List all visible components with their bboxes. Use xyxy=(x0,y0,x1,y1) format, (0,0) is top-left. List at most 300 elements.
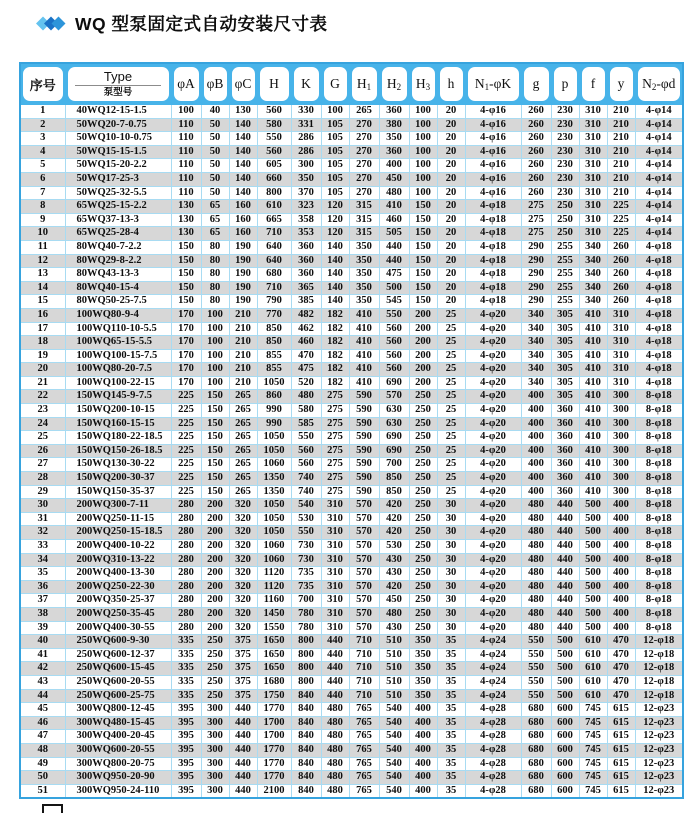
row-value: 100 xyxy=(201,322,229,336)
row-value: 100 xyxy=(409,118,437,132)
row-value: 800 xyxy=(291,662,321,676)
row-value: 35 xyxy=(437,662,465,676)
partial-figure-box xyxy=(42,804,63,813)
row-value: 530 xyxy=(291,512,321,526)
row-number: 47 xyxy=(20,730,65,744)
row-value: 310 xyxy=(579,105,607,119)
row-value: 280 xyxy=(171,607,201,621)
row-value: 8-φ18 xyxy=(635,431,683,445)
row-value: 170 xyxy=(171,336,201,350)
row-value: 610 xyxy=(579,662,607,676)
row-value: 840 xyxy=(291,703,321,717)
row-value: 160 xyxy=(229,227,257,241)
row-value: 20 xyxy=(437,227,465,241)
row-value: 360 xyxy=(291,268,321,282)
row-value: 340 xyxy=(579,254,607,268)
row-value: 50 xyxy=(201,145,229,159)
row-value: 225 xyxy=(171,485,201,499)
row-value: 700 xyxy=(379,458,409,472)
row-value: 410 xyxy=(579,404,607,418)
diamonds-icon xyxy=(36,16,66,31)
table-row xyxy=(20,526,683,540)
row-value: 600 xyxy=(551,771,579,785)
row-value: 310 xyxy=(579,145,607,159)
row-type: 250WQ600-20-55 xyxy=(65,675,171,689)
row-value: 265 xyxy=(229,417,257,431)
row-value: 400 xyxy=(607,553,635,567)
row-value: 320 xyxy=(229,607,257,621)
row-value: 4-φ20 xyxy=(465,417,521,431)
row-value: 500 xyxy=(551,689,579,703)
row-number: 50 xyxy=(20,771,65,785)
row-value: 4-φ18 xyxy=(635,308,683,322)
row-value: 150 xyxy=(171,281,201,295)
row-value: 182 xyxy=(321,349,349,363)
row-value: 4-φ28 xyxy=(465,703,521,717)
row-value: 745 xyxy=(579,716,607,730)
table-row xyxy=(20,254,683,268)
row-value: 440 xyxy=(321,689,349,703)
row-value: 480 xyxy=(521,594,551,608)
row-value: 765 xyxy=(349,784,379,798)
row-value: 20 xyxy=(437,105,465,119)
row-value: 140 xyxy=(229,145,257,159)
page-header xyxy=(36,11,328,36)
row-value: 4-φ18 xyxy=(465,268,521,282)
row-value: 840 xyxy=(291,730,321,744)
row-value: 8-φ18 xyxy=(635,621,683,635)
row-value: 550 xyxy=(291,431,321,445)
row-value: 315 xyxy=(349,200,379,214)
row-type: 300WQ950-24-110 xyxy=(65,784,171,798)
row-value: 12-φ23 xyxy=(635,730,683,744)
row-value: 665 xyxy=(257,213,291,227)
row-value: 400 xyxy=(607,540,635,554)
row-value: 745 xyxy=(579,730,607,744)
row-value: 20 xyxy=(437,254,465,268)
row-value: 765 xyxy=(349,730,379,744)
row-value: 4-φ14 xyxy=(635,105,683,119)
row-value: 1060 xyxy=(257,458,291,472)
row-value: 340 xyxy=(521,376,551,390)
row-value: 4-φ20 xyxy=(465,349,521,363)
row-type: 100WQ80-9-4 xyxy=(65,308,171,322)
row-value: 375 xyxy=(229,675,257,689)
row-value: 200 xyxy=(409,308,437,322)
row-value: 290 xyxy=(521,268,551,282)
row-value: 305 xyxy=(551,308,579,322)
row-value: 350 xyxy=(291,172,321,186)
row-type: 150WQ200-30-37 xyxy=(65,472,171,486)
row-value: 100 xyxy=(321,105,349,119)
row-type: 200WQ400-10-22 xyxy=(65,540,171,554)
row-value: 440 xyxy=(321,648,349,662)
row-value: 4-φ18 xyxy=(465,200,521,214)
row-value: 420 xyxy=(379,499,409,513)
row-value: 300 xyxy=(201,703,229,717)
row-value: 440 xyxy=(551,621,579,635)
row-value: 780 xyxy=(291,607,321,621)
row-value: 570 xyxy=(349,553,379,567)
row-value: 25 xyxy=(437,458,465,472)
row-value: 800 xyxy=(257,186,291,200)
row-value: 300 xyxy=(201,716,229,730)
row-value: 840 xyxy=(291,689,321,703)
row-value: 480 xyxy=(521,553,551,567)
row-value: 25 xyxy=(437,376,465,390)
row-number: 18 xyxy=(20,336,65,350)
row-value: 510 xyxy=(379,662,409,676)
row-value: 400 xyxy=(607,594,635,608)
row-value: 395 xyxy=(171,716,201,730)
row-value: 1700 xyxy=(257,730,291,744)
row-value: 50 xyxy=(201,172,229,186)
row-value: 500 xyxy=(579,540,607,554)
row-type: 150WQ180-22-18.5 xyxy=(65,431,171,445)
row-value: 210 xyxy=(607,172,635,186)
row-value: 160 xyxy=(229,213,257,227)
row-value: 340 xyxy=(579,281,607,295)
row-value: 105 xyxy=(321,118,349,132)
row-value: 100 xyxy=(409,172,437,186)
row-type: 150WQ145-9-7.5 xyxy=(65,390,171,404)
row-type: 50WQ20-7-0.75 xyxy=(65,118,171,132)
row-value: 4-φ24 xyxy=(465,635,521,649)
row-value: 310 xyxy=(579,172,607,186)
row-value: 690 xyxy=(379,444,409,458)
row-value: 400 xyxy=(521,444,551,458)
row-number: 35 xyxy=(20,567,65,581)
row-value: 400 xyxy=(521,404,551,418)
row-type: 50WQ10-10-0.75 xyxy=(65,132,171,146)
row-value: 600 xyxy=(551,757,579,771)
row-value: 385 xyxy=(291,295,321,309)
col-header-h-small: h xyxy=(437,63,465,105)
row-value: 765 xyxy=(349,716,379,730)
row-value: 300 xyxy=(201,757,229,771)
row-value: 12-φ18 xyxy=(635,648,683,662)
row-value: 510 xyxy=(379,635,409,649)
row-value: 615 xyxy=(607,730,635,744)
row-number: 40 xyxy=(20,635,65,649)
row-value: 150 xyxy=(409,200,437,214)
row-value: 1120 xyxy=(257,580,291,594)
row-value: 210 xyxy=(607,159,635,173)
row-value: 1350 xyxy=(257,485,291,499)
row-number: 46 xyxy=(20,716,65,730)
row-value: 500 xyxy=(579,553,607,567)
row-type: 200WQ250-22-30 xyxy=(65,580,171,594)
row-value: 480 xyxy=(321,743,349,757)
row-value: 500 xyxy=(551,648,579,662)
row-value: 395 xyxy=(171,771,201,785)
row-value: 20 xyxy=(437,281,465,295)
row-type: 300WQ400-20-45 xyxy=(65,730,171,744)
row-value: 840 xyxy=(291,716,321,730)
row-value: 4-φ20 xyxy=(465,512,521,526)
row-value: 410 xyxy=(349,363,379,377)
row-value: 410 xyxy=(579,485,607,499)
row-value: 8-φ18 xyxy=(635,472,683,486)
row-value: 1060 xyxy=(257,540,291,554)
row-value: 320 xyxy=(229,580,257,594)
row-value: 170 xyxy=(171,363,201,377)
row-value: 80 xyxy=(201,268,229,282)
row-value: 4-φ20 xyxy=(465,526,521,540)
row-value: 275 xyxy=(321,404,349,418)
row-value: 100 xyxy=(201,336,229,350)
row-value: 250 xyxy=(409,594,437,608)
row-value: 400 xyxy=(409,703,437,717)
row-number: 34 xyxy=(20,553,65,567)
row-type: 65WQ25-15-2.2 xyxy=(65,200,171,214)
row-value: 1450 xyxy=(257,607,291,621)
row-value: 735 xyxy=(291,580,321,594)
row-value: 395 xyxy=(171,703,201,717)
row-value: 250 xyxy=(409,472,437,486)
row-value: 440 xyxy=(229,716,257,730)
row-value: 680 xyxy=(521,703,551,717)
row-value: 190 xyxy=(229,295,257,309)
row-value: 780 xyxy=(291,621,321,635)
row-value: 310 xyxy=(607,376,635,390)
row-value: 110 xyxy=(171,172,201,186)
row-value: 590 xyxy=(349,458,379,472)
row-number: 21 xyxy=(20,376,65,390)
row-value: 560 xyxy=(257,105,291,119)
row-value: 200 xyxy=(409,363,437,377)
row-value: 100 xyxy=(409,132,437,146)
row-value: 310 xyxy=(579,227,607,241)
row-value: 200 xyxy=(201,580,229,594)
row-value: 710 xyxy=(349,662,379,676)
row-value: 255 xyxy=(551,295,579,309)
row-value: 260 xyxy=(521,105,551,119)
row-value: 280 xyxy=(171,594,201,608)
row-number: 42 xyxy=(20,662,65,676)
row-value: 4-φ20 xyxy=(465,458,521,472)
row-value: 440 xyxy=(551,594,579,608)
row-value: 590 xyxy=(349,444,379,458)
row-value: 340 xyxy=(521,322,551,336)
row-value: 610 xyxy=(579,635,607,649)
row-value: 35 xyxy=(437,675,465,689)
row-value: 275 xyxy=(321,458,349,472)
row-value: 150 xyxy=(409,268,437,282)
row-value: 265 xyxy=(229,431,257,445)
row-value: 250 xyxy=(409,390,437,404)
row-value: 4-φ20 xyxy=(465,308,521,322)
col-header-type xyxy=(65,63,171,105)
row-number: 29 xyxy=(20,485,65,499)
table-row xyxy=(20,730,683,744)
row-value: 860 xyxy=(257,390,291,404)
table-row xyxy=(20,662,683,676)
row-value: 4-φ28 xyxy=(465,716,521,730)
row-value: 35 xyxy=(437,716,465,730)
row-value: 360 xyxy=(551,472,579,486)
row-value: 300 xyxy=(607,472,635,486)
row-value: 640 xyxy=(257,254,291,268)
row-value: 140 xyxy=(229,159,257,173)
row-value: 225 xyxy=(171,444,201,458)
row-value: 570 xyxy=(349,621,379,635)
row-value: 4-φ18 xyxy=(635,295,683,309)
table-row xyxy=(20,594,683,608)
row-value: 105 xyxy=(321,132,349,146)
col-header-phi-a: φA xyxy=(171,63,201,105)
row-value: 480 xyxy=(521,526,551,540)
row-value: 110 xyxy=(171,118,201,132)
row-value: 740 xyxy=(291,485,321,499)
row-value: 440 xyxy=(229,730,257,744)
row-value: 410 xyxy=(579,363,607,377)
row-value: 480 xyxy=(379,186,409,200)
row-value: 310 xyxy=(321,607,349,621)
row-value: 300 xyxy=(291,159,321,173)
row-value: 560 xyxy=(291,458,321,472)
row-number: 23 xyxy=(20,404,65,418)
table-row xyxy=(20,390,683,404)
table-row xyxy=(20,417,683,431)
row-type: 100WQ110-10-5.5 xyxy=(65,322,171,336)
row-value: 540 xyxy=(379,743,409,757)
row-value: 440 xyxy=(229,757,257,771)
row-type: 65WQ37-13-3 xyxy=(65,213,171,227)
row-value: 765 xyxy=(349,743,379,757)
row-value: 4-φ28 xyxy=(465,730,521,744)
row-value: 275 xyxy=(321,472,349,486)
row-value: 1700 xyxy=(257,716,291,730)
row-value: 840 xyxy=(291,757,321,771)
row-value: 310 xyxy=(321,540,349,554)
row-value: 4-φ20 xyxy=(465,390,521,404)
row-value: 660 xyxy=(257,172,291,186)
row-value: 20 xyxy=(437,118,465,132)
row-value: 340 xyxy=(521,336,551,350)
row-value: 310 xyxy=(321,594,349,608)
row-value: 480 xyxy=(321,730,349,744)
row-type: 250WQ600-15-45 xyxy=(65,662,171,676)
table-row xyxy=(20,105,683,119)
row-value: 480 xyxy=(321,703,349,717)
table-body xyxy=(20,105,683,799)
row-type: 300WQ600-20-55 xyxy=(65,743,171,757)
row-value: 35 xyxy=(437,689,465,703)
table-row xyxy=(20,512,683,526)
row-type: 40WQ12-15-1.5 xyxy=(65,105,171,119)
row-value: 570 xyxy=(349,526,379,540)
row-value: 200 xyxy=(409,349,437,363)
row-value: 353 xyxy=(291,227,321,241)
row-value: 4-φ24 xyxy=(465,689,521,703)
row-value: 182 xyxy=(321,376,349,390)
row-type: 250WQ600-12-37 xyxy=(65,648,171,662)
row-value: 560 xyxy=(379,349,409,363)
row-value: 440 xyxy=(551,567,579,581)
row-value: 320 xyxy=(229,594,257,608)
table-row xyxy=(20,540,683,554)
table-row xyxy=(20,349,683,363)
row-value: 230 xyxy=(551,132,579,146)
row-value: 280 xyxy=(171,499,201,513)
row-value: 140 xyxy=(321,295,349,309)
row-number: 26 xyxy=(20,444,65,458)
row-type: 100WQ80-20-7.5 xyxy=(65,363,171,377)
row-value: 440 xyxy=(379,254,409,268)
row-value: 1650 xyxy=(257,648,291,662)
row-type: 100WQ65-15-5.5 xyxy=(65,336,171,350)
row-value: 765 xyxy=(349,703,379,717)
row-value: 150 xyxy=(171,295,201,309)
col-header-phi-b: φB xyxy=(201,63,229,105)
row-number: 8 xyxy=(20,200,65,214)
row-value: 1050 xyxy=(257,444,291,458)
row-value: 250 xyxy=(201,648,229,662)
row-value: 150 xyxy=(409,281,437,295)
row-value: 250 xyxy=(409,567,437,581)
row-value: 1060 xyxy=(257,553,291,567)
row-value: 225 xyxy=(171,431,201,445)
row-value: 280 xyxy=(171,512,201,526)
row-value: 250 xyxy=(409,485,437,499)
row-value: 580 xyxy=(257,118,291,132)
row-value: 250 xyxy=(551,213,579,227)
row-value: 375 xyxy=(229,648,257,662)
row-value: 200 xyxy=(201,540,229,554)
row-value: 8-φ18 xyxy=(635,499,683,513)
row-value: 250 xyxy=(409,526,437,540)
row-value: 610 xyxy=(257,200,291,214)
row-value: 20 xyxy=(437,200,465,214)
row-value: 130 xyxy=(171,200,201,214)
row-value: 12-φ23 xyxy=(635,757,683,771)
table-row xyxy=(20,635,683,649)
row-value: 4-φ18 xyxy=(635,268,683,282)
row-value: 8-φ18 xyxy=(635,458,683,472)
row-value: 182 xyxy=(321,308,349,322)
row-value: 550 xyxy=(521,675,551,689)
row-value: 4-φ16 xyxy=(465,145,521,159)
row-value: 410 xyxy=(579,472,607,486)
row-value: 265 xyxy=(349,105,379,119)
row-value: 200 xyxy=(201,607,229,621)
row-value: 510 xyxy=(379,648,409,662)
row-value: 275 xyxy=(321,417,349,431)
row-value: 100 xyxy=(201,349,229,363)
row-value: 500 xyxy=(579,499,607,513)
row-value: 305 xyxy=(551,349,579,363)
row-value: 4-φ14 xyxy=(635,118,683,132)
row-value: 150 xyxy=(409,295,437,309)
row-value: 300 xyxy=(201,771,229,785)
row-value: 300 xyxy=(607,404,635,418)
row-value: 4-φ20 xyxy=(465,322,521,336)
col-header-n2-phid: N 2 -φd xyxy=(635,63,683,105)
row-value: 280 xyxy=(171,567,201,581)
row-value: 300 xyxy=(607,431,635,445)
row-value: 50 xyxy=(201,118,229,132)
row-value: 310 xyxy=(321,512,349,526)
row-value: 360 xyxy=(291,240,321,254)
row-type: 80WQ40-15-4 xyxy=(65,281,171,295)
row-value: 610 xyxy=(579,689,607,703)
row-value: 280 xyxy=(171,553,201,567)
row-value: 290 xyxy=(521,281,551,295)
row-value: 182 xyxy=(321,322,349,336)
row-value: 110 xyxy=(171,159,201,173)
row-value: 260 xyxy=(521,145,551,159)
